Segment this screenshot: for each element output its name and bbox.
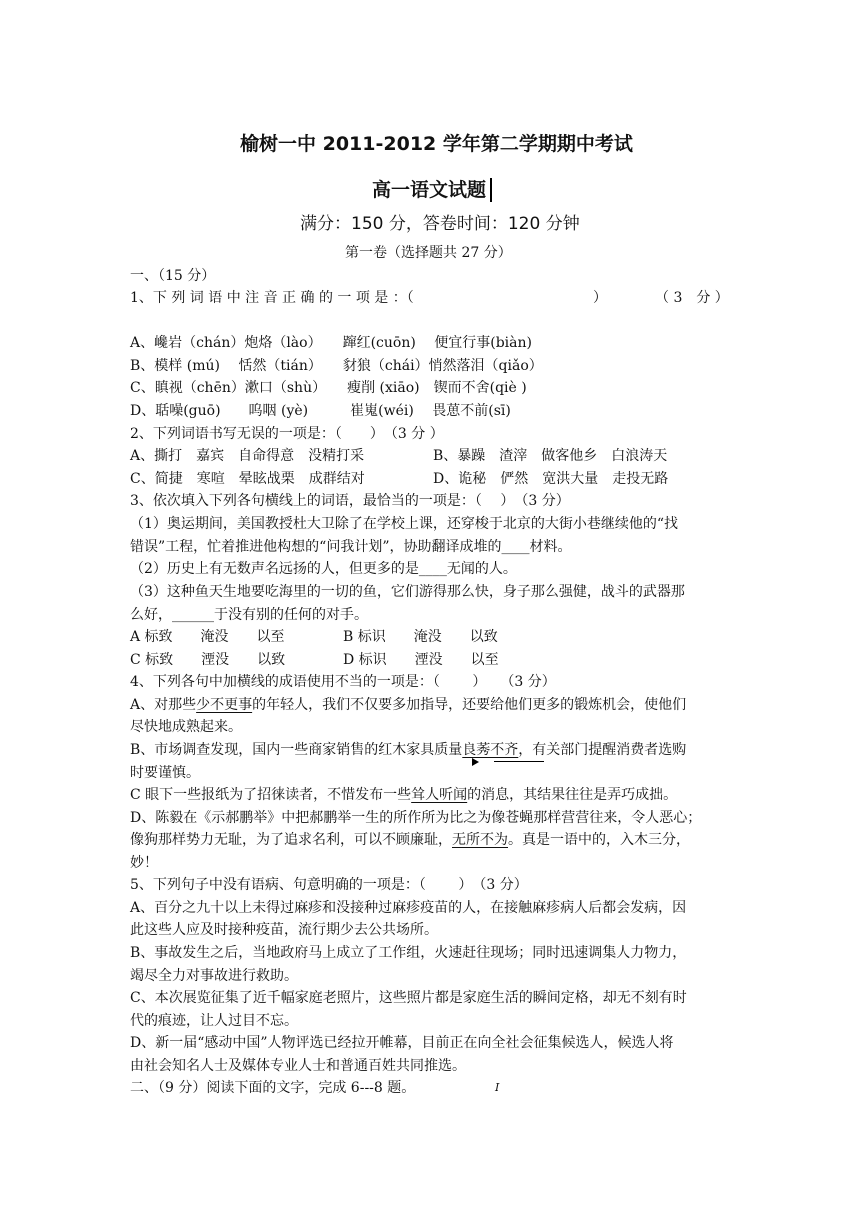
score-info: 满分：150 分，答卷时间：120 分钟: [300, 214, 580, 234]
q4-c-underlined-idiom: 耸人听闻: [411, 787, 468, 803]
volume-heading: 第一卷（选择题共 27 分）: [345, 245, 512, 261]
q4-a-text-post: 的年轻人，我们不仅要多加指导，还要给他们更多的锻炼机会，使他们: [252, 697, 687, 713]
subject-title: 高一语文试题: [372, 179, 487, 201]
q4-option-d-line1: D、陈毅在《示郝鹏举》中把郝鹏举一生的所作所为比之为像苍蝇那样营营往来，令人恶心；: [130, 810, 702, 826]
q5-option-a-line2: 此这些人应及时接种疫苗，流行期少去公共场所。: [130, 922, 438, 938]
q4-option-c: [130, 786, 677, 804]
q4-b-text-pre: B、市场调查发现，国内一些商家销售的红木家具质量: [130, 742, 463, 758]
q3-sentence1-line2: 错误”工程，忙着推进他构想的“问我计划”，协助翻译成堆的____材料。: [130, 539, 572, 555]
q4-option-b-line2: 时要谨慎。: [130, 765, 200, 781]
q4-d-text-pre: 像狗那样势力无耻，为了追求名利，可以不顾廉耻，: [130, 832, 452, 848]
stray-mark: I: [495, 1081, 500, 1094]
q1-option-d: D、聒噪(guō) 呜咽 (yè) 崔嵬(wéi) 畏葸不前(sī): [130, 403, 511, 419]
q3-stem: 3、依次填入下列各句横线上的词语，最恰当的一项是：（ ） （3 分）: [130, 493, 570, 509]
q5-option-c-line2: 代的痕迹，让人过目不忘。: [130, 1013, 298, 1029]
q4-option-a-line2: 尽快地成熟起来。: [130, 719, 242, 735]
q2-option-d: D、诡秘 俨然 宽洪大量 走投无路: [433, 471, 669, 487]
q1-option-b: B、模样 (mú) 恬然（tián） 豺狼（chái）悄然落泪（qiǎo）: [130, 358, 543, 374]
q2-option-b: B、暴躁 渣滓 做客他乡 白浪涛天: [433, 448, 668, 464]
section2-heading: 二、（9 分）阅读下面的文字，完成 6---8 题。: [130, 1080, 416, 1096]
q2-option-c: C、简捷 寒喧 晕眩战栗 成群结对: [130, 471, 365, 487]
q3-sentence3-line2: 么好，______于没有别的任何的对手。: [130, 607, 368, 623]
section1-heading: 一、（15 分）: [130, 268, 216, 284]
q4-stem: 4、下列各句中加横线的成语使用不当的一项是：（ ） （3 分）: [130, 674, 556, 690]
q4-c-text-pre: C 眼下一些报纸为了招徕读者，不惜发布一些: [130, 787, 412, 803]
q5-option-d-line1: D、新一届“感动中国”人物评选已经拉开帷幕，目前正在向全社会征集候选人，候选人将: [130, 1035, 674, 1051]
q4-b-underlined-idiom: 良莠不齐: [462, 742, 519, 758]
arrow-mark-icon: [472, 758, 479, 766]
q4-a-text-pre: A、对那些: [130, 697, 197, 713]
q4-c-text-post: 的消息，其结果往往是弄巧成拙。: [467, 787, 678, 803]
q4-option-d-line3: 妙！: [130, 855, 158, 871]
q3-option-b: B 标识 淹没 以致: [343, 629, 498, 645]
q1-score: （ 3 分 ）: [655, 290, 729, 306]
q4-a-underlined-idiom: 少不更事: [196, 697, 253, 713]
q3-sentence2: （2）历史上有无数声名远扬的人，但更多的是____无闻的人。: [130, 561, 517, 577]
text-cursor: [490, 178, 492, 202]
q3-option-a: A 标致 淹没 以至: [130, 629, 285, 645]
q5-option-b-line1: B、事故发生之后，当地政府马上成立了工作组，火速赶往现场；同时迅速调集人力物力，: [130, 945, 687, 961]
q3-option-c: C 标致 湮没 以致: [130, 652, 286, 668]
underline-mark: [494, 761, 544, 762]
q5-option-d-line2: 由社会知名人士及媒体专业人士和普通百姓共同推选。: [130, 1058, 466, 1074]
q5-option-b-line2: 竭尽全力对事故进行救助。: [130, 968, 298, 984]
q5-option-a-line1: A、百分之九十以上未得过麻疹和没接种过麻疹疫苗的人，在接触麻疹病人后都会发病，因: [130, 900, 687, 916]
q4-b-text-post: ，有关部门提醒消费者选购: [518, 742, 687, 758]
q1-stem: 1、下 列 词 语 中 注 音 正 确 的 一 项 是 ：（: [130, 290, 414, 306]
q4-d-text-post: 。真是一语中的，入木三分，: [508, 832, 690, 848]
q4-option-b-line1: [130, 741, 686, 759]
q1-option-c: C、瞋视（chēn）漱口（shù） 瘦削 (xiāo) 锲而不舍(qiè ): [130, 380, 527, 396]
q3-option-d: D 标识 湮没 以至: [343, 652, 499, 668]
q2-option-a: A、撕打 嘉宾 自命得意 没精打采: [130, 448, 365, 464]
exam-title: 榆树一中 2011-2012 学年第二学期期中考试: [240, 133, 633, 155]
q2-stem: 2、下列词语书写无误的一项是：（ ） （3 分 ）: [130, 426, 444, 442]
q3-sentence3-line1: （3）这种鱼天生地要吃海里的一切的鱼，它们游得那么快，身子那么强健，战斗的武器那: [130, 584, 685, 600]
q1-option-a: A、巉岩（chán）炮烙（lào） 蹿红(cuōn) 便宜行事(biàn): [130, 335, 532, 351]
q4-d-underlined-idiom: 无所不为: [452, 832, 508, 848]
q4-option-d-line2: [130, 831, 690, 849]
q4-option-a-line1: [130, 696, 686, 714]
q1-paren-close: ）: [593, 290, 607, 306]
q5-option-c-line1: C、本次展览征集了近千幅家庭老照片，这些照片都是家庭生活的瞬间定格，却无不刻有时: [130, 990, 687, 1006]
q5-stem: 5、下列句子中没有语病、句意明确的一项是：（ ） （3 分）: [130, 877, 528, 893]
q3-sentence1-line1: （1）奥运期间，美国教授杜大卫除了在学校上课，还穿梭于北京的大街小巷继续他的“找: [130, 516, 679, 532]
